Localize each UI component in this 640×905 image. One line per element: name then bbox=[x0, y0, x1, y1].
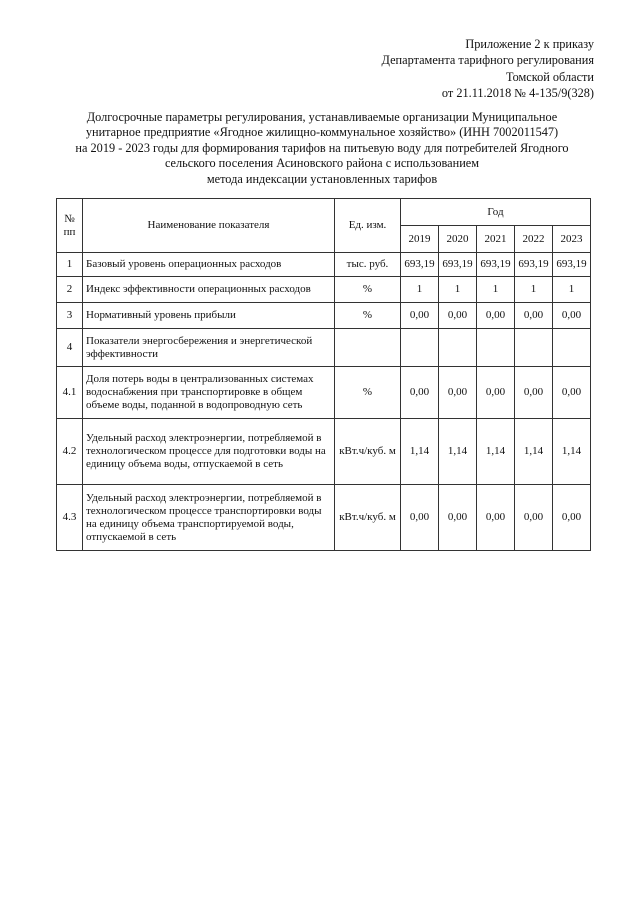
row-value: 1,14 bbox=[477, 419, 515, 485]
row-value: 0,00 bbox=[477, 367, 515, 419]
header-year-cell: 2021 bbox=[477, 226, 515, 253]
row-value: 0,00 bbox=[553, 303, 591, 329]
header-year-cell: 2019 bbox=[401, 226, 439, 253]
row-value: 1 bbox=[439, 277, 477, 303]
row-value: 0,00 bbox=[515, 303, 553, 329]
row-indicator-name: Нормативный уровень прибыли bbox=[83, 303, 335, 329]
row-unit: % bbox=[335, 303, 401, 329]
row-unit: % bbox=[335, 277, 401, 303]
row-number: 4 bbox=[57, 329, 83, 367]
row-value: 693,19 bbox=[553, 253, 591, 277]
row-value: 693,19 bbox=[401, 253, 439, 277]
row-value bbox=[553, 329, 591, 367]
row-value: 1,14 bbox=[553, 419, 591, 485]
row-value: 0,00 bbox=[439, 485, 477, 551]
row-value: 693,19 bbox=[477, 253, 515, 277]
row-number: 4.3 bbox=[57, 485, 83, 551]
header-year-cell: 2022 bbox=[515, 226, 553, 253]
row-value: 1 bbox=[401, 277, 439, 303]
row-indicator-name: Показатели энергосбережения и энергетической эффективности bbox=[83, 329, 335, 367]
row-indicator-name: Удельный расход электроэнергии, потребляемой в технологическом процессе транспортировки воды на единицу объема транспортируемой воды, отпускаемой в сеть bbox=[83, 485, 335, 551]
header-year-cell: 2023 bbox=[553, 226, 591, 253]
row-number: 4.2 bbox=[57, 419, 83, 485]
row-value: 0,00 bbox=[401, 367, 439, 419]
row-number: 4.1 bbox=[57, 367, 83, 419]
row-value: 1 bbox=[515, 277, 553, 303]
header-indicator-name: Наименование показателя bbox=[83, 199, 335, 253]
row-value: 1,14 bbox=[515, 419, 553, 485]
title-line-4: сельского поселения Асиновского района с использованием bbox=[164, 156, 480, 171]
row-value: 0,00 bbox=[401, 485, 439, 551]
document-title bbox=[56, 110, 588, 187]
row-value: 0,00 bbox=[553, 485, 591, 551]
row-unit: тыс. руб. bbox=[335, 253, 401, 277]
table-row bbox=[57, 303, 591, 329]
table-row bbox=[57, 419, 591, 485]
row-indicator-name: Индекс эффективности операционных расходов bbox=[83, 277, 335, 303]
row-unit: % bbox=[335, 367, 401, 419]
title-line-3: на 2019 - 2023 годы для формирования тарифов на питьевую воду для потребителей Ягодного bbox=[75, 140, 569, 155]
row-unit: кВт.ч/куб. м bbox=[335, 419, 401, 485]
row-value: 0,00 bbox=[477, 485, 515, 551]
row-value: 0,00 bbox=[515, 367, 553, 419]
row-unit bbox=[335, 329, 401, 367]
row-value: 693,19 bbox=[515, 253, 553, 277]
row-value: 0,00 bbox=[515, 485, 553, 551]
row-value bbox=[439, 329, 477, 367]
title-line-5: метода индексации установленных тарифов bbox=[206, 171, 438, 186]
parameters-table bbox=[56, 198, 591, 551]
header-unit: Ед. изм. bbox=[335, 199, 401, 253]
row-number: 2 bbox=[57, 277, 83, 303]
row-value: 0,00 bbox=[401, 303, 439, 329]
order-date-line: от 21.11.2018 № 4-135/9(328) bbox=[441, 86, 594, 101]
table-row bbox=[57, 485, 591, 551]
department-line: Департамента тарифного регулирования bbox=[381, 53, 594, 68]
header-year-cell: 2020 bbox=[439, 226, 477, 253]
row-value bbox=[515, 329, 553, 367]
title-line-1: Долгосрочные параметры регулирования, устанавливаемые организации Муниципальное bbox=[86, 110, 558, 124]
table-row bbox=[57, 253, 591, 277]
region-line: Томской области bbox=[506, 69, 594, 84]
row-value: 1 bbox=[553, 277, 591, 303]
row-indicator-name: Доля потерь воды в централизованных системах водоснабжения при транспортировке в общем объеме воды, поданной в водопроводную сеть bbox=[83, 367, 335, 419]
row-value: 1,14 bbox=[401, 419, 439, 485]
appendix-line: Приложение 2 к приказу bbox=[465, 37, 594, 51]
row-unit: кВт.ч/куб. м bbox=[335, 485, 401, 551]
row-value: 1 bbox=[477, 277, 515, 303]
header-number: № пп bbox=[57, 199, 83, 253]
row-number: 3 bbox=[57, 303, 83, 329]
table-row bbox=[57, 329, 591, 367]
row-number: 1 bbox=[57, 253, 83, 277]
row-indicator-name: Удельный расход электроэнергии, потребляемой в технологическом процессе для подготовки воды на единицу объема воды, отпускаемой в сеть bbox=[83, 419, 335, 485]
header-year: Год bbox=[401, 199, 591, 226]
table-row bbox=[57, 277, 591, 303]
row-value: 0,00 bbox=[439, 367, 477, 419]
row-value: 1,14 bbox=[439, 419, 477, 485]
row-value: 0,00 bbox=[439, 303, 477, 329]
row-value: 0,00 bbox=[477, 303, 515, 329]
row-value: 0,00 bbox=[553, 367, 591, 419]
table-row bbox=[57, 367, 591, 419]
order-reference-block bbox=[382, 36, 594, 102]
row-value: 693,19 bbox=[439, 253, 477, 277]
row-indicator-name: Базовый уровень операционных расходов bbox=[83, 253, 335, 277]
title-line-2: унитарное предприятие «Ягодное жилищно-коммунальное хозяйство» (ИНН 7002011547) bbox=[85, 125, 559, 140]
row-value bbox=[477, 329, 515, 367]
row-value bbox=[401, 329, 439, 367]
